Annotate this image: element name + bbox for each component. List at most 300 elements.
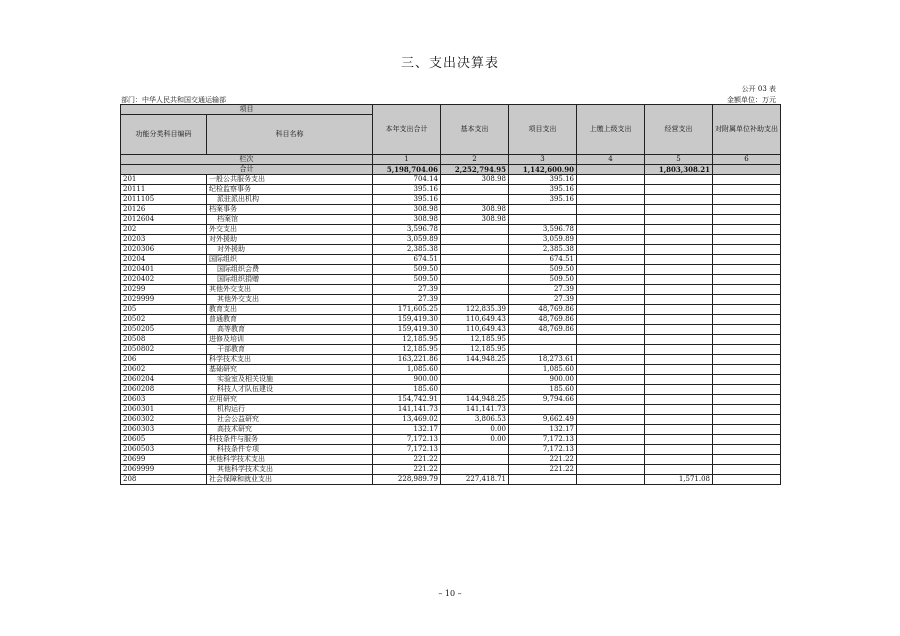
row-total-expenditure: 154,742.91 (373, 395, 441, 405)
row-basic-expenditure (441, 275, 509, 285)
table-row (121, 455, 781, 465)
row-project-expenditure: 2,385.38 (509, 245, 577, 255)
row-basic-expenditure (441, 285, 509, 295)
row-code: 202 (121, 225, 207, 235)
row-subsidy-affiliates (713, 365, 781, 375)
row-code: 20603 (121, 395, 207, 405)
row-project-expenditure: 509.50 (509, 265, 577, 275)
header-operating-expenditure: 经营支出 (645, 105, 713, 155)
table-row (121, 275, 781, 285)
row-subsidy-affiliates (713, 235, 781, 245)
row-remit-upper (577, 295, 645, 305)
row-basic-expenditure (441, 245, 509, 255)
row-remit-upper (577, 285, 645, 295)
row-name: 实验室及相关设施 (207, 375, 373, 385)
row-project-expenditure: 27.39 (509, 295, 577, 305)
row-remit-upper (577, 405, 645, 415)
row-project-expenditure (509, 335, 577, 345)
row-subsidy-affiliates (713, 205, 781, 215)
row-operating-expenditure (645, 215, 713, 225)
header-basic-expenditure: 基本支出 (441, 105, 509, 155)
table-row (121, 335, 781, 345)
row-basic-expenditure: 308.98 (441, 205, 509, 215)
row-code: 20502 (121, 315, 207, 325)
lanci-2: 2 (441, 155, 509, 165)
row-code: 208 (121, 475, 207, 485)
table-row (121, 375, 781, 385)
row-remit-upper (577, 425, 645, 435)
row-name: 国际组织会费 (207, 265, 373, 275)
row-operating-expenditure (645, 445, 713, 455)
row-code: 2060208 (121, 385, 207, 395)
row-name: 机构运行 (207, 405, 373, 415)
row-name: 科技条件与服务 (207, 435, 373, 445)
table-row (121, 225, 781, 235)
row-subsidy-affiliates (713, 305, 781, 315)
row-basic-expenditure: 3,806.53 (441, 415, 509, 425)
row-operating-expenditure (645, 195, 713, 205)
row-basic-expenditure (441, 445, 509, 455)
row-subsidy-affiliates (713, 295, 781, 305)
table-row (121, 305, 781, 315)
row-code: 20203 (121, 235, 207, 245)
header-project-expenditure: 项目支出 (509, 105, 577, 155)
table-row (121, 415, 781, 425)
row-operating-expenditure (645, 365, 713, 375)
row-project-expenditure: 900.00 (509, 375, 577, 385)
row-operating-expenditure (645, 405, 713, 415)
row-name: 普通教育 (207, 315, 373, 325)
row-total-expenditure: 900.00 (373, 375, 441, 385)
row-operating-expenditure (645, 235, 713, 245)
row-project-expenditure: 132.17 (509, 425, 577, 435)
row-remit-upper (577, 475, 645, 485)
row-remit-upper (577, 255, 645, 265)
row-project-expenditure (509, 475, 577, 485)
row-total-expenditure: 159,419.30 (373, 325, 441, 335)
row-project-expenditure: 185.60 (509, 385, 577, 395)
page-number: – 10 – (438, 589, 462, 598)
row-project-expenditure: 221.22 (509, 455, 577, 465)
row-name: 社会保障和就业支出 (207, 475, 373, 485)
row-basic-expenditure: 0.00 (441, 425, 509, 435)
row-basic-expenditure: 308.98 (441, 175, 509, 185)
row-remit-upper (577, 195, 645, 205)
row-project-expenditure (509, 205, 577, 215)
table-row (121, 215, 781, 225)
row-total-expenditure: 308.98 (373, 205, 441, 215)
row-remit-upper (577, 445, 645, 455)
table-row (121, 235, 781, 245)
table-row (121, 185, 781, 195)
row-subsidy-affiliates (713, 245, 781, 255)
row-operating-expenditure (645, 295, 713, 305)
row-total-expenditure: 7,172.13 (373, 445, 441, 455)
row-code: 206 (121, 355, 207, 365)
table-row (121, 445, 781, 455)
row-name: 教育支出 (207, 305, 373, 315)
row-total-expenditure: 3,596.78 (373, 225, 441, 235)
row-total-expenditure: 221.22 (373, 455, 441, 465)
row-operating-expenditure (645, 415, 713, 425)
row-code: 20508 (121, 335, 207, 345)
table-row (121, 345, 781, 355)
row-code: 201 (121, 175, 207, 185)
row-name: 干部教育 (207, 345, 373, 355)
row-basic-expenditure: 0.00 (441, 435, 509, 445)
row-total-expenditure: 509.50 (373, 275, 441, 285)
total-c3: 1,142,600.90 (509, 165, 577, 175)
row-code: 20602 (121, 365, 207, 375)
row-name: 科技人才队伍建设 (207, 385, 373, 395)
row-remit-upper (577, 185, 645, 195)
table-row (121, 425, 781, 435)
row-remit-upper (577, 435, 645, 445)
row-subsidy-affiliates (713, 375, 781, 385)
row-code: 2060301 (121, 405, 207, 415)
row-total-expenditure: 159,419.30 (373, 315, 441, 325)
row-project-expenditure: 18,273.61 (509, 355, 577, 365)
row-name: 科技条件专项 (207, 445, 373, 455)
table-row (121, 285, 781, 295)
row-code: 2069999 (121, 465, 207, 475)
table-row (121, 365, 781, 375)
table-row (121, 325, 781, 335)
row-project-expenditure: 395.16 (509, 185, 577, 195)
row-name: 应用研究 (207, 395, 373, 405)
expenditure-table (120, 104, 781, 485)
row-remit-upper (577, 375, 645, 385)
row-remit-upper (577, 335, 645, 345)
row-total-expenditure: 308.98 (373, 215, 441, 225)
row-project-expenditure: 27.39 (509, 285, 577, 295)
row-code: 20699 (121, 455, 207, 465)
row-basic-expenditure: 308.98 (441, 215, 509, 225)
row-name: 高技术研究 (207, 425, 373, 435)
row-total-expenditure: 12,185.95 (373, 345, 441, 355)
row-project-expenditure: 509.50 (509, 275, 577, 285)
row-total-expenditure: 163,221.86 (373, 355, 441, 365)
table-row (121, 395, 781, 405)
lanci-6: 6 (713, 155, 781, 165)
row-code: 20126 (121, 205, 207, 215)
row-operating-expenditure (645, 175, 713, 185)
row-basic-expenditure: 12,185.95 (441, 335, 509, 345)
row-name: 派驻派出机构 (207, 195, 373, 205)
row-operating-expenditure (645, 385, 713, 395)
row-name: 档案事务 (207, 205, 373, 215)
row-code: 20605 (121, 435, 207, 445)
row-remit-upper (577, 205, 645, 215)
row-operating-expenditure (645, 275, 713, 285)
row-name: 高等教育 (207, 325, 373, 335)
row-name: 对外援助 (207, 235, 373, 245)
table-row (121, 355, 781, 365)
table-row (121, 315, 781, 325)
header-total-expenditure: 本年支出合计 (373, 105, 441, 155)
row-subsidy-affiliates (713, 255, 781, 265)
row-remit-upper (577, 275, 645, 285)
row-subsidy-affiliates (713, 475, 781, 485)
row-operating-expenditure (645, 335, 713, 345)
row-operating-expenditure (645, 315, 713, 325)
row-operating-expenditure (645, 375, 713, 385)
unit-label: 金额单位：万元 (727, 96, 776, 104)
row-subsidy-affiliates (713, 415, 781, 425)
row-operating-expenditure (645, 225, 713, 235)
table-row (121, 265, 781, 275)
row-remit-upper (577, 315, 645, 325)
total-c2: 2,252,794.95 (441, 165, 509, 175)
row-project-expenditure: 395.16 (509, 175, 577, 185)
row-name: 一般公共服务支出 (207, 175, 373, 185)
row-total-expenditure: 2,385.38 (373, 245, 441, 255)
row-code: 20299 (121, 285, 207, 295)
page-title: 三、支出决算表 (400, 56, 499, 71)
row-basic-expenditure (441, 225, 509, 235)
row-subsidy-affiliates (713, 355, 781, 365)
row-code: 2020306 (121, 245, 207, 255)
row-remit-upper (577, 355, 645, 365)
total-c5: 1,803,308.21 (645, 165, 713, 175)
row-project-expenditure: 674.51 (509, 255, 577, 265)
row-code: 205 (121, 305, 207, 315)
row-remit-upper (577, 215, 645, 225)
row-project-expenditure (509, 345, 577, 355)
row-basic-expenditure (441, 255, 509, 265)
row-project-expenditure: 7,172.13 (509, 435, 577, 445)
row-total-expenditure: 27.39 (373, 295, 441, 305)
row-project-expenditure (509, 215, 577, 225)
row-total-expenditure: 704.14 (373, 175, 441, 185)
row-remit-upper (577, 455, 645, 465)
lanci-4: 4 (577, 155, 645, 165)
header-remit-upper: 上缴上级支出 (577, 105, 645, 155)
row-total-expenditure: 221.22 (373, 465, 441, 475)
row-name: 科学技术支出 (207, 355, 373, 365)
row-project-expenditure: 9,794.66 (509, 395, 577, 405)
row-project-expenditure: 48,769.86 (509, 315, 577, 325)
row-project-expenditure: 48,769.86 (509, 325, 577, 335)
row-total-expenditure: 27.39 (373, 285, 441, 295)
lanci-label: 栏次 (121, 155, 373, 165)
row-basic-expenditure (441, 375, 509, 385)
row-basic-expenditure: 122,835.39 (441, 305, 509, 315)
row-project-expenditure: 3,596.78 (509, 225, 577, 235)
table-row (121, 255, 781, 265)
row-remit-upper (577, 465, 645, 475)
row-remit-upper (577, 345, 645, 355)
row-name: 其他外交支出 (207, 285, 373, 295)
row-total-expenditure: 12,185.95 (373, 335, 441, 345)
row-project-expenditure: 7,172.13 (509, 445, 577, 455)
lanci-3: 3 (509, 155, 577, 165)
row-total-expenditure: 228,989.79 (373, 475, 441, 485)
lanci-row (121, 155, 781, 165)
row-remit-upper (577, 325, 645, 335)
row-total-expenditure: 395.16 (373, 185, 441, 195)
row-code: 2060503 (121, 445, 207, 455)
row-code: 2060303 (121, 425, 207, 435)
row-basic-expenditure (441, 385, 509, 395)
row-total-expenditure: 674.51 (373, 255, 441, 265)
row-total-expenditure: 171,605.25 (373, 305, 441, 315)
row-basic-expenditure (441, 185, 509, 195)
table-row (121, 245, 781, 255)
row-total-expenditure: 141,141.73 (373, 405, 441, 415)
table-row (121, 195, 781, 205)
row-remit-upper (577, 225, 645, 235)
row-operating-expenditure (645, 245, 713, 255)
header-function-code: 功能分类科目编码 (121, 115, 207, 155)
row-subsidy-affiliates (713, 435, 781, 445)
row-operating-expenditure (645, 305, 713, 315)
row-subsidy-affiliates (713, 405, 781, 415)
row-remit-upper (577, 365, 645, 375)
row-basic-expenditure (441, 265, 509, 275)
row-remit-upper (577, 415, 645, 425)
row-operating-expenditure (645, 205, 713, 215)
row-subsidy-affiliates (713, 345, 781, 355)
row-subsidy-affiliates (713, 335, 781, 345)
row-basic-expenditure: 12,185.95 (441, 345, 509, 355)
total-label: 合计 (121, 165, 373, 175)
row-code: 2020401 (121, 265, 207, 275)
row-operating-expenditure (645, 255, 713, 265)
header-subject-name: 科目名称 (207, 115, 373, 155)
row-total-expenditure: 395.16 (373, 195, 441, 205)
row-code: 2060302 (121, 415, 207, 425)
row-basic-expenditure (441, 195, 509, 205)
row-name: 社会公益研究 (207, 415, 373, 425)
row-operating-expenditure (645, 355, 713, 365)
row-project-expenditure: 3,059.89 (509, 235, 577, 245)
row-name: 其他科学技术支出 (207, 455, 373, 465)
row-code: 2029999 (121, 295, 207, 305)
row-subsidy-affiliates (713, 215, 781, 225)
row-subsidy-affiliates (713, 275, 781, 285)
row-subsidy-affiliates (713, 265, 781, 275)
row-subsidy-affiliates (713, 395, 781, 405)
row-subsidy-affiliates (713, 175, 781, 185)
row-total-expenditure: 3,059.89 (373, 235, 441, 245)
row-subsidy-affiliates (713, 285, 781, 295)
row-name: 进修及培训 (207, 335, 373, 345)
row-project-expenditure: 1,085.60 (509, 365, 577, 375)
row-basic-expenditure: 110,649.43 (441, 325, 509, 335)
table-row (121, 295, 781, 305)
row-code: 2011105 (121, 195, 207, 205)
row-subsidy-affiliates (713, 195, 781, 205)
row-name: 其他科学技术支出 (207, 465, 373, 475)
department-label: 部门：中华人民共和国交通运输部 (121, 96, 226, 104)
row-project-expenditure: 48,769.86 (509, 305, 577, 315)
table-row (121, 475, 781, 485)
row-code: 2020402 (121, 275, 207, 285)
row-project-expenditure: 395.16 (509, 195, 577, 205)
row-code: 2050205 (121, 325, 207, 335)
row-remit-upper (577, 245, 645, 255)
row-name: 纪检监察事务 (207, 185, 373, 195)
table-row (121, 405, 781, 415)
row-subsidy-affiliates (713, 455, 781, 465)
row-operating-expenditure (645, 265, 713, 275)
row-operating-expenditure (645, 325, 713, 335)
row-basic-expenditure (441, 465, 509, 475)
row-operating-expenditure: 1,571.08 (645, 475, 713, 485)
row-basic-expenditure (441, 235, 509, 245)
row-total-expenditure: 1,085.60 (373, 365, 441, 375)
row-remit-upper (577, 175, 645, 185)
row-total-expenditure: 185.60 (373, 385, 441, 395)
row-subsidy-affiliates (713, 185, 781, 195)
total-c1: 5,198,704.06 (373, 165, 441, 175)
row-name: 对外援助 (207, 245, 373, 255)
row-operating-expenditure (645, 285, 713, 295)
row-project-expenditure: 221.22 (509, 465, 577, 475)
row-basic-expenditure (441, 455, 509, 465)
row-code: 2012604 (121, 215, 207, 225)
row-project-expenditure (509, 405, 577, 415)
row-name: 基础研究 (207, 365, 373, 375)
table-row (121, 465, 781, 475)
row-subsidy-affiliates (713, 465, 781, 475)
row-remit-upper (577, 235, 645, 245)
row-remit-upper (577, 265, 645, 275)
row-code: 20204 (121, 255, 207, 265)
row-basic-expenditure: 141,141.73 (441, 405, 509, 415)
row-basic-expenditure (441, 295, 509, 305)
total-c4 (577, 165, 645, 175)
row-code: 2050802 (121, 345, 207, 355)
row-subsidy-affiliates (713, 445, 781, 455)
row-basic-expenditure (441, 365, 509, 375)
row-total-expenditure: 132.17 (373, 425, 441, 435)
header-xiangmu: 项目 (121, 105, 373, 115)
row-subsidy-affiliates (713, 385, 781, 395)
table-row (121, 435, 781, 445)
row-code: 20111 (121, 185, 207, 195)
row-basic-expenditure: 227,418.71 (441, 475, 509, 485)
table-row (121, 175, 781, 185)
row-code: 2060204 (121, 375, 207, 385)
total-row (121, 165, 781, 175)
row-operating-expenditure (645, 395, 713, 405)
row-basic-expenditure: 144,948.25 (441, 355, 509, 365)
row-subsidy-affiliates (713, 425, 781, 435)
form-number: 公开 03 表 (741, 85, 776, 93)
row-subsidy-affiliates (713, 315, 781, 325)
row-operating-expenditure (645, 435, 713, 445)
row-name: 外交支出 (207, 225, 373, 235)
row-operating-expenditure (645, 185, 713, 195)
row-operating-expenditure (645, 455, 713, 465)
row-name: 档案馆 (207, 215, 373, 225)
row-remit-upper (577, 385, 645, 395)
row-project-expenditure: 9,662.49 (509, 415, 577, 425)
row-total-expenditure: 13,469.02 (373, 415, 441, 425)
row-name: 其他外交支出 (207, 295, 373, 305)
header-subsidy-affiliates: 对附属单位补助支出 (713, 105, 781, 155)
row-operating-expenditure (645, 345, 713, 355)
row-subsidy-affiliates (713, 325, 781, 335)
row-remit-upper (577, 305, 645, 315)
total-c6 (713, 165, 781, 175)
lanci-1: 1 (373, 155, 441, 165)
row-total-expenditure: 509.50 (373, 265, 441, 275)
row-total-expenditure: 7,172.13 (373, 435, 441, 445)
row-name: 国际组织 (207, 255, 373, 265)
